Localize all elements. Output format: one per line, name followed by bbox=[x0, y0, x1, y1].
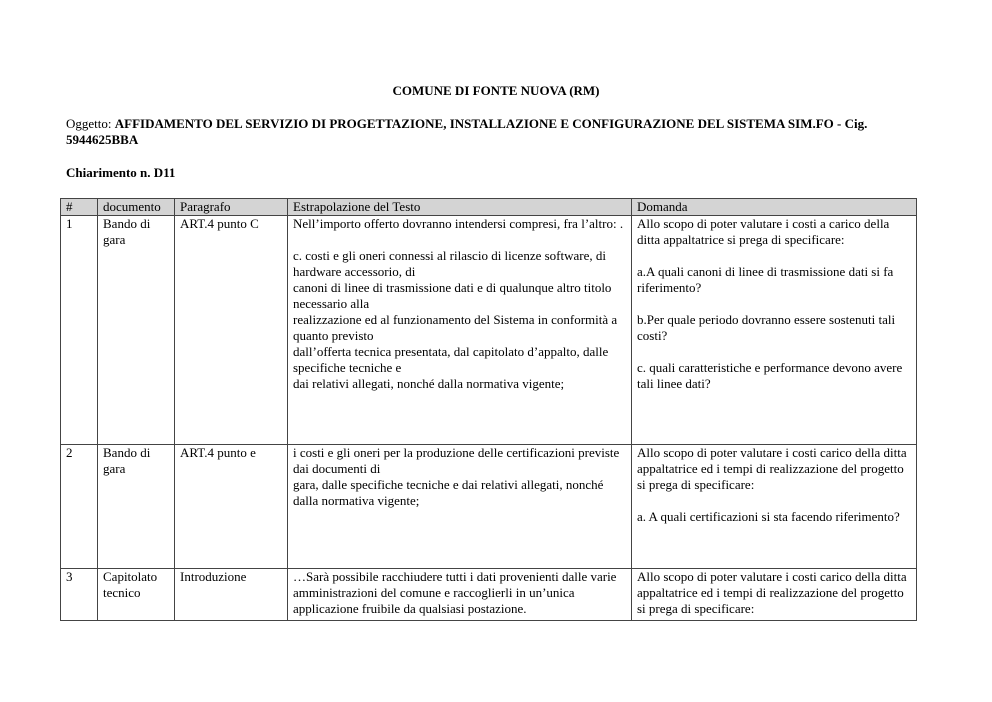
subject-text: AFFIDAMENTO DEL SERVIZIO DI PROGETTAZIONE, INSTALLAZIONE E CONFIGURAZIONE DEL SISTEMA SIM.FO - Cig. 5944625BBA bbox=[66, 116, 868, 147]
domanda-paragraph: a.A quali canoni di linee di trasmissione dati si fa riferimento? bbox=[637, 264, 894, 295]
domanda-paragraph: b.Per quale periodo dovranno essere sostenuti tali costi? bbox=[637, 312, 896, 343]
col-header-testo: Estrapolazione del Testo bbox=[288, 199, 632, 216]
table-row bbox=[61, 569, 917, 621]
cell-documento: Capitolato tecnico bbox=[98, 569, 175, 621]
cell-testo bbox=[288, 569, 632, 621]
cell-documento: Bando di gara bbox=[98, 445, 175, 569]
domanda-paragraph: a. A quali certificazioni si sta facendo riferimento? bbox=[637, 509, 900, 524]
cell-domanda bbox=[632, 445, 917, 569]
testo-line: gara, dalle specifiche tecniche e dai relativi allegati, nonché dalla normativa vigente; bbox=[293, 477, 604, 508]
cell-paragrafo: ART.4 punto e bbox=[175, 445, 288, 569]
testo-line: dall’offerta tecnica presentata, dal capitolato d’appalto, dalle specifiche tecniche e bbox=[293, 344, 609, 375]
subject-line bbox=[66, 116, 926, 148]
table-header-row bbox=[61, 199, 917, 216]
testo-line: canoni di linee di trasmissione dati e di qualunque altro titolo necessario alla bbox=[293, 280, 612, 311]
testo-line: i costi e gli oneri per la produzione delle certificazioni previste dai documenti di bbox=[293, 445, 620, 476]
testo-paragraph: Nell’importo offerto dovranno intendersi compresi, fra l’altro: . bbox=[293, 216, 624, 231]
cell-num: 2 bbox=[61, 445, 98, 569]
col-header-paragrafo: Paragrafo bbox=[175, 199, 288, 216]
col-header-num: # bbox=[61, 199, 98, 216]
col-header-documento: documento bbox=[98, 199, 175, 216]
table-row bbox=[61, 445, 917, 569]
testo-line: dai relativi allegati, nonché dalla normativa vigente; bbox=[293, 376, 565, 391]
cell-paragrafo: Introduzione bbox=[175, 569, 288, 621]
cell-paragrafo: ART.4 punto C bbox=[175, 216, 288, 445]
clarification-table bbox=[60, 198, 917, 621]
cell-num: 1 bbox=[61, 216, 98, 445]
cell-domanda bbox=[632, 569, 917, 621]
subject-label: Oggetto: bbox=[66, 116, 115, 131]
domanda-paragraph: Allo scopo di poter valutare i costi carico della ditta appaltatrice ed i tempi di realizzazione del progetto si prega di specificare: bbox=[637, 569, 907, 616]
table-row bbox=[61, 216, 917, 445]
cell-num: 3 bbox=[61, 569, 98, 621]
testo-line: realizzazione ed al funzionamento del Sistema in conformità a quanto previsto bbox=[293, 312, 618, 343]
cell-domanda bbox=[632, 216, 917, 445]
domanda-paragraph: c. quali caratteristiche e performance devono avere tali linee dati? bbox=[637, 360, 903, 391]
clarification-number: Chiarimento n. D11 bbox=[66, 165, 176, 180]
domanda-paragraph: Allo scopo di poter valutare i costi carico della ditta appaltatrice ed i tempi di realizzazione del progetto si prega di specificare: bbox=[637, 445, 907, 492]
domanda-paragraph: Allo scopo di poter valutare i costi a carico della ditta appaltatrice si prega di specificare: bbox=[637, 216, 890, 247]
document-title: COMUNE DI FONTE NUOVA (RM) bbox=[392, 83, 600, 98]
cell-testo bbox=[288, 216, 632, 445]
cell-documento: Bando di gara bbox=[98, 216, 175, 445]
cell-testo bbox=[288, 445, 632, 569]
testo-line: c. costi e gli oneri connessi al rilascio di licenze software, di hardware accessorio, di bbox=[293, 248, 606, 279]
col-header-domanda: Domanda bbox=[632, 199, 917, 216]
testo-paragraph: …Sarà possibile racchiudere tutti i dati provenienti dalle varie amministrazioni del comune e raccoglierli in un’unica applicazione fruibile da qualsiasi postazione. bbox=[293, 569, 617, 616]
